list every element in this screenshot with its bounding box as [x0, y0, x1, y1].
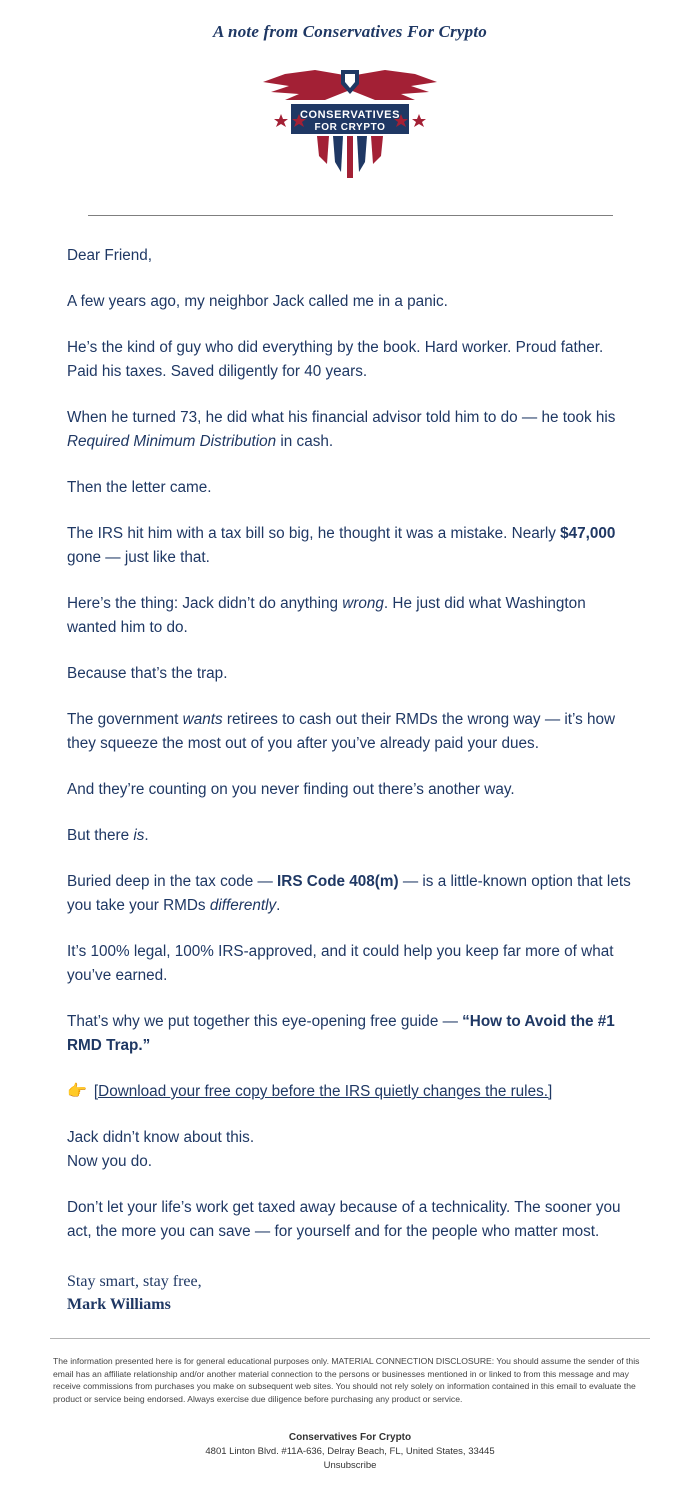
- sender-name: Mark Williams: [67, 1296, 171, 1313]
- irs-code-reference: IRS Code 408(m): [277, 873, 399, 890]
- paragraph-11-part-a: Buried deep in the tax code —: [67, 873, 278, 890]
- rmd-term: Required Minimum Distribution: [67, 433, 277, 450]
- paragraph-8: [67, 708, 633, 756]
- wants-emphasis: wants: [182, 711, 223, 728]
- paragraph-10: [67, 824, 633, 848]
- paragraph-3-part-a: When he turned 73, he did what his financial advisor told him to do — he took his: [67, 409, 616, 426]
- paragraph-11-part-b: — is a little-known option that lets you take your RMDs: [67, 873, 631, 914]
- svg-text:CONSERVATIVES: CONSERVATIVES: [299, 109, 401, 121]
- paragraph-1: A few years ago, my neighbor Jack called me in a panic.: [67, 293, 448, 310]
- tax-amount: $47,000: [560, 525, 616, 542]
- paragraph-13: [67, 1010, 633, 1058]
- paragraph-10-part-a: But there: [67, 827, 134, 844]
- letter-body: [67, 216, 633, 1316]
- paragraph-8-part-b: retirees to cash out their RMDs the wrong way — it’s how they squeeze the most out of you after you’ve already paid your dues.: [67, 711, 616, 752]
- paragraph-5-part-a: The IRS hit him with a tax bill so big, he thought it was a mistake. Nearly: [67, 525, 561, 542]
- footer-address: 4801 Linton Blvd. #11A-636, Delray Beach, FL, United States, 33445: [205, 1446, 495, 1457]
- email-footer: [50, 1405, 650, 1491]
- paragraph-14-line-1: Jack didn’t know about this.: [67, 1129, 255, 1146]
- eagle-shield-logo-icon: [255, 60, 445, 185]
- legal-disclaimer: The information presented here is for general educational purposes only. MATERIAL CONNECTION DISCLOSURE: You should assume the sender of this email has an affiliate relationship and/or another material connection to the persons or businesses mentioned in or linked to from this message and may receive commissions from purchases you make on subsequent web sites. You should not rely solely on information contained in this email to evaluate the product or service being endorsed. Always exercise due diligence before purchasing any product or service.: [53, 1356, 640, 1404]
- salutation: Dear Friend,: [67, 247, 153, 264]
- paragraph-14: [67, 1126, 633, 1174]
- paragraph-13-part-a: That’s why we put together this eye-opening free guide —: [67, 1013, 463, 1030]
- email-preheader: A note from Conservatives For Crypto: [212, 22, 488, 41]
- paragraph-8-part-a: The government: [67, 711, 183, 728]
- paragraph-4: Then the letter came.: [67, 479, 212, 496]
- wrong-emphasis: wrong: [342, 595, 384, 612]
- paragraph-3: [67, 406, 633, 454]
- paragraph-7: Because that’s the trap.: [67, 665, 228, 682]
- paragraph-14-line-2: Now you do.: [67, 1153, 153, 1170]
- paragraph-6: [67, 592, 633, 640]
- brand-logo: [0, 60, 700, 185]
- signoff-line: Stay smart, stay free,: [67, 1273, 202, 1290]
- paragraph-15: Don’t let your life’s work get taxed away because of a technicality. The sooner you act, the more you can save — for yourself and for the people who matter most.: [67, 1199, 621, 1240]
- paragraph-5-part-b: gone — just like that.: [67, 549, 210, 566]
- signature-block: [67, 1270, 633, 1316]
- paragraph-6-part-b: . He just did what Washington wanted him to do.: [67, 595, 586, 636]
- paragraph-3-part-b: in cash.: [276, 433, 334, 450]
- paragraph-11-part-c: .: [276, 897, 281, 914]
- svg-text:FOR CRYPTO: FOR CRYPTO: [314, 122, 386, 133]
- paragraph-9: And they’re counting on you never finding out there’s another way.: [67, 781, 515, 798]
- paragraph-6-part-a: Here’s the thing: Jack didn’t do anything: [67, 595, 343, 612]
- paragraph-5: [67, 522, 633, 570]
- footer-org-name: Conservatives For Crypto: [288, 1432, 412, 1443]
- download-cta[interactable]: [67, 1080, 633, 1104]
- paragraph-10-part-b: .: [144, 827, 149, 844]
- download-link[interactable]: [Download your free copy before the IRS quietly changes the rules.]: [93, 1083, 553, 1100]
- differently-emphasis: differently: [209, 897, 277, 914]
- paragraph-12: It’s 100% legal, 100% IRS-approved, and it could help you keep far more of what you’ve earned.: [67, 943, 614, 984]
- paragraph-11: [67, 870, 633, 918]
- unsubscribe-link[interactable]: Unsubscribe: [323, 1460, 377, 1471]
- pointing-hand-icon: 👉: [67, 1083, 87, 1100]
- paragraph-2: He’s the kind of guy who did everything by the book. Hard worker. Proud father. Paid his taxes. Saved diligently for 40 years.: [67, 339, 604, 380]
- guide-title: “How to Avoid the #1 RMD Trap.”: [67, 1013, 615, 1054]
- is-emphasis: is: [133, 827, 145, 844]
